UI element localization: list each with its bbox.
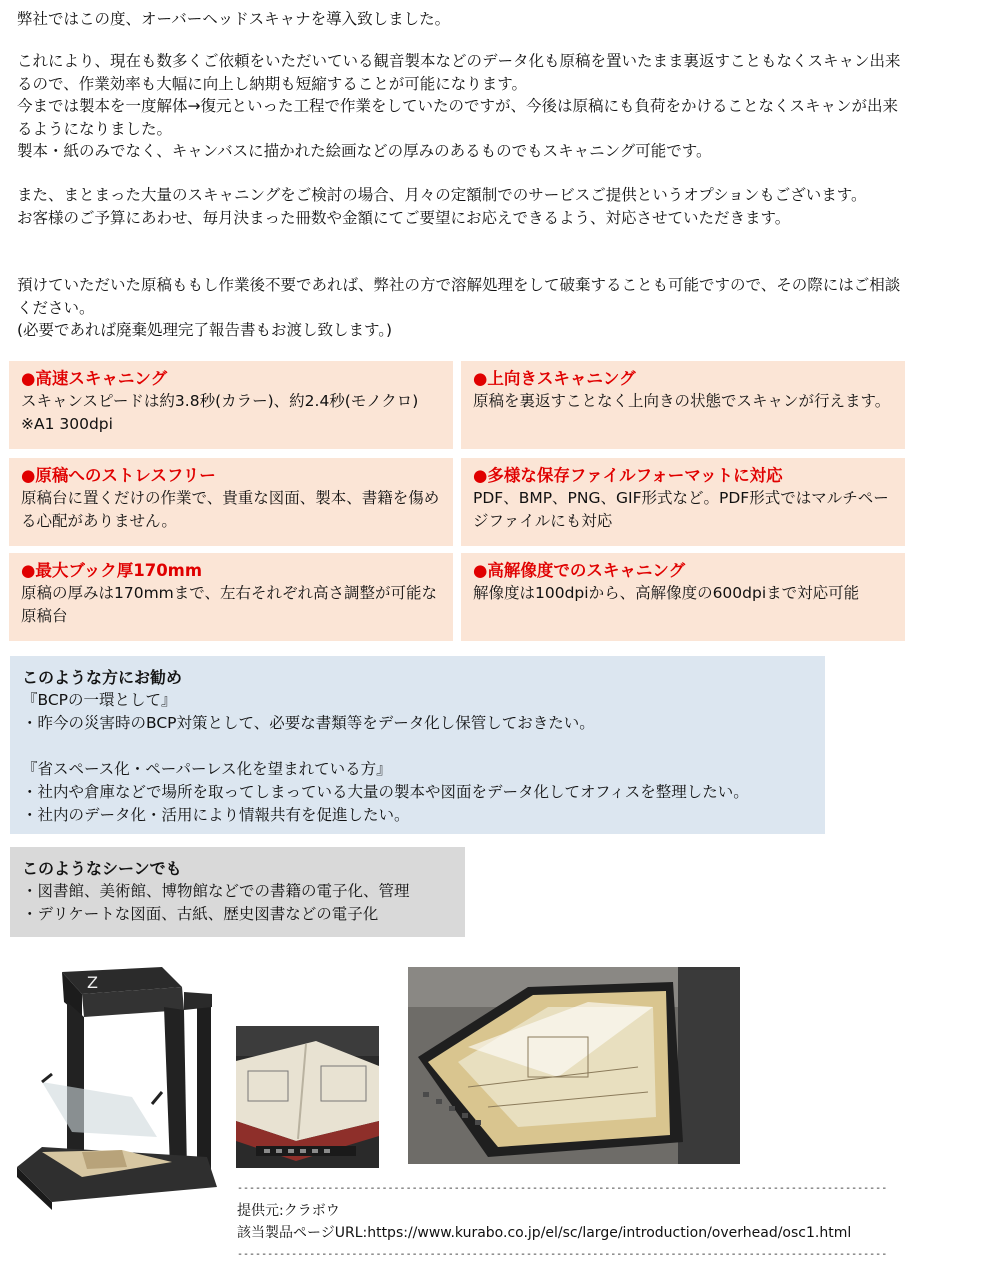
scenes-item: ・デリケートな図面、古紙、歴史図書などの電子化 bbox=[22, 905, 379, 923]
feature-title: ●上向きスキャニング bbox=[473, 369, 636, 388]
book-closeup-photo bbox=[236, 1026, 379, 1168]
feature-title: ●多様な保存ファイルフォーマットに対応 bbox=[473, 466, 783, 485]
recommend-item: ・社内や倉庫などで場所を取ってしまっている大量の製本や図面をデータ化してオフィスを整理したい。 bbox=[22, 783, 749, 801]
intro-paragraph-3 bbox=[17, 184, 907, 229]
feature-high-resolution bbox=[461, 553, 905, 641]
feature-desc: ※A1 300dpi bbox=[21, 415, 113, 433]
recommend-title: このような方にお勧め bbox=[22, 668, 183, 687]
intro-line: 弊社ではこの度、オーバーヘッドスキャナを導入致しました。 bbox=[17, 10, 451, 28]
feature-desc: 解像度は100dpiから、高解像度の600dpiまで対応可能 bbox=[473, 584, 860, 602]
feature-title: ●最大ブック厚170mm bbox=[21, 561, 203, 580]
feature-file-formats bbox=[461, 458, 905, 546]
feature-desc: PDF、BMP、PNG、GIF形式など。PDF形式ではマルチページファイルにも対応 bbox=[473, 489, 889, 530]
intro-paragraph-1 bbox=[17, 8, 907, 31]
feature-face-up bbox=[461, 361, 905, 449]
recommend-box bbox=[10, 656, 825, 834]
overhead-scanner-photo bbox=[12, 962, 224, 1210]
feature-desc: スキャンスピードは約3.8秒(カラー)、約2.4秒(モノクロ) bbox=[21, 392, 419, 410]
scenes-title: このようなシーンでも bbox=[22, 859, 182, 878]
credit-url: 該当製品ページURL:https://www.kurabo.co.jp/el/sc/large/introduction/overhead/osc1.html bbox=[237, 1225, 852, 1241]
feature-title: ●原稿へのストレスフリー bbox=[21, 466, 216, 485]
scenes-box bbox=[10, 847, 465, 937]
intro-line: お客様のご予算にあわせ、毎月決まった冊数や金額にてご要望にお応えできるよう、対応させていただきます。 bbox=[17, 208, 791, 227]
feature-stress-free bbox=[9, 458, 453, 546]
intro-paragraph-4 bbox=[17, 274, 907, 342]
scanner-logo: Z bbox=[87, 973, 98, 992]
intro-line: これにより、現在も数多くご依頼をいただいている観音製本などのデータ化も原稿を置いたまま裏返すこともなくスキャン出来るので、作業効率も大幅に向上し納期も短縮することが可能になります。 bbox=[17, 52, 901, 93]
intro-line: (必要であれば廃棄処理完了報告書もお渡し致します。) bbox=[17, 321, 393, 339]
feature-high-speed bbox=[9, 361, 453, 449]
feature-title: ●高速スキャニング bbox=[21, 369, 168, 388]
scenes-item: ・図書館、美術館、博物館などでの書籍の電子化、管理 bbox=[22, 882, 410, 900]
recommend-item: ・昨今の災害時のBCP対策として、必要な書類等をデータ化し保管しておきたい。 bbox=[22, 714, 595, 732]
feature-title: ●高解像度でのスキャニング bbox=[473, 561, 686, 580]
feature-desc: 原稿の厚みは170mmまで、左右それぞれ高さ調整が可能な原稿台 bbox=[21, 584, 437, 625]
intro-line: 今までは製本を一度解体→復元といった工程で作業をしていたのですが、今後は原稿にも負荷をかけることなくスキャンが出来るようになりました。 bbox=[17, 97, 898, 138]
scanning-drawing-photo bbox=[408, 967, 740, 1164]
feature-desc: 原稿台に置くだけの作業で、貴重な図面、製本、書籍を傷める心配がありません。 bbox=[21, 489, 440, 530]
intro-line: また、まとまった大量のスキャニングをご検討の場合、月々の定額制でのサービスご提供というオプションもございます。 bbox=[17, 186, 867, 204]
intro-paragraph-2 bbox=[17, 50, 907, 163]
credit-block bbox=[237, 1178, 887, 1266]
recommend-item: ・社内のデータ化・活用により情報共有を促進したい。 bbox=[22, 806, 410, 824]
credit-source: 提供元:クラボウ bbox=[237, 1203, 340, 1219]
feature-book-thickness bbox=[9, 553, 453, 641]
recommend-group-heading: 『BCPの一環として』 bbox=[22, 691, 177, 709]
divider-bottom: ------------------------------------------------------------------------------------------------------------ bbox=[237, 1249, 887, 1260]
divider-top: ------------------------------------------------------------------------------------------------------------ bbox=[237, 1183, 887, 1194]
intro-line: 預けていただいた原稿ももし作業後不要であれば、弊社の方で溶解処理をして破棄することも可能ですので、その際にはご相談ください。 bbox=[17, 276, 901, 317]
intro-line: 製本・紙のみでなく、キャンバスに描かれた絵画などの厚みのあるものでもスキャニング可能です。 bbox=[17, 142, 712, 160]
feature-desc: 原稿を裏返すことなく上向きの状態でスキャンが行えます。 bbox=[473, 392, 891, 410]
recommend-group-heading: 『省スペース化・ペーパーレス化を望まれている方』 bbox=[22, 760, 392, 778]
